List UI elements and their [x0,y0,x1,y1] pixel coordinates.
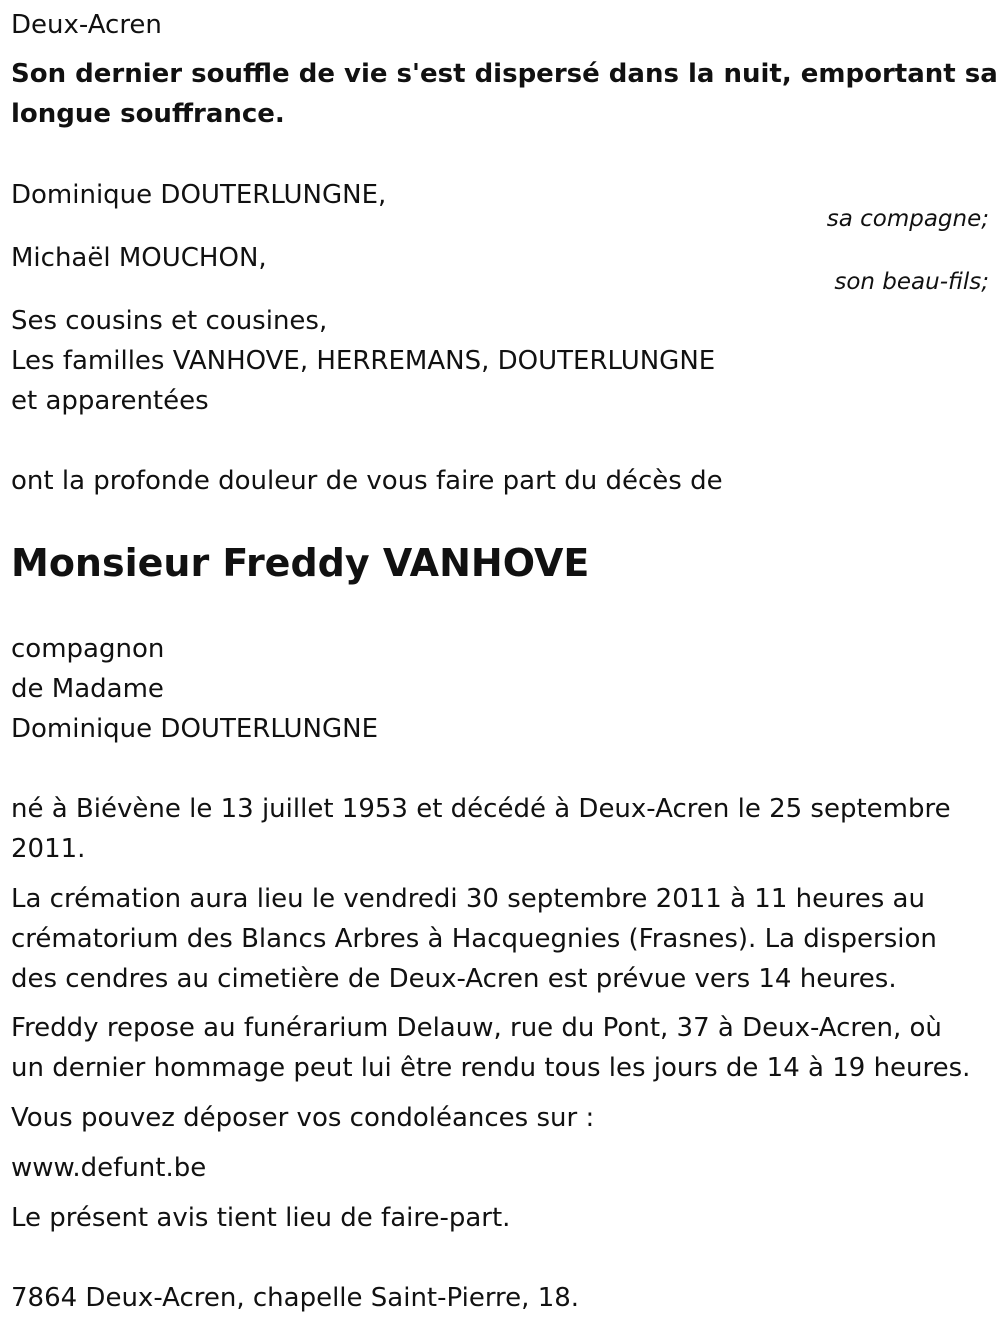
epigraph-line: Son dernier souffle de vie s'est dispersé dans la nuit, emportant sa [11,59,998,89]
relatives-line: Ses cousins et cousines, [11,306,328,336]
family-member-relation: sa compagne; [826,206,989,232]
website-link[interactable]: www.defunt.be [11,1153,207,1183]
address: 7864 Deux-Acren, chapelle Saint-Pierre, 18. [11,1283,580,1313]
birth-death-line: né à Biévène le 13 juillet 1953 et décédé à Deux-Acren le 25 septembre [11,794,951,824]
notice: Le présent avis tient lieu de faire-part. [11,1203,511,1233]
companion-line: de Madame [11,674,164,704]
condolences-intro: Vous pouvez déposer vos condoléances sur : [11,1103,595,1133]
family-member-name: Dominique DOUTERLUNGNE, [11,180,387,210]
companion-line: compagnon [11,634,165,664]
family-member-relation: son beau-fils; [834,269,989,295]
cremation-line: crématorium des Blancs Arbres à Hacquegnies (Frasnes). La dispersion [11,924,937,954]
epigraph-line: longue souffrance. [11,99,285,129]
cremation-line: La crémation aura lieu le vendredi 30 septembre 2011 à 11 heures au [11,884,925,914]
location-header: Deux-Acren [11,10,162,40]
funerarium-line: un dernier hommage peut lui être rendu tous les jours de 14 à 19 heures. [11,1053,971,1083]
funerarium-line: Freddy repose au funérarium Delauw, rue du Pont, 37 à Deux-Acren, où [11,1013,942,1043]
cremation-line: des cendres au cimetière de Deux-Acren est prévue vers 14 heures. [11,964,897,994]
family-member-name: Michaël MOUCHON, [11,243,267,273]
birth-death-line: 2011. [11,834,86,864]
relatives-line: Les familles VANHOVE, HERREMANS, DOUTERLUNGNE [11,346,716,376]
deceased-name: Monsieur Freddy VANHOVE [11,541,590,585]
companion-line: Dominique DOUTERLUNGNE [11,714,379,744]
announcement: ont la profonde douleur de vous faire part du décès de [11,466,723,496]
relatives-line: et apparentées [11,386,209,416]
